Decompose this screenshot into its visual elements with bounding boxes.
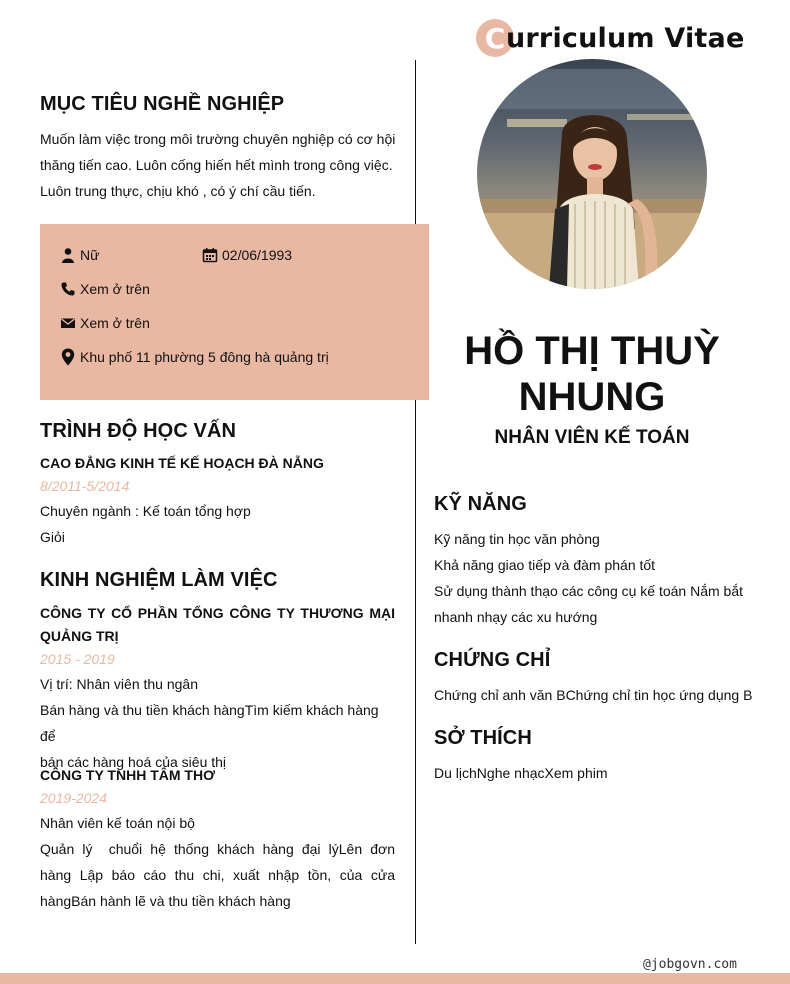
person-icon [60, 247, 76, 263]
education-school: CAO ĐẲNG KINH TẾ KẾ HOẠCH ĐÀ NẴNG [40, 455, 324, 471]
skills-heading: KỸ NĂNG [434, 493, 527, 515]
job-desc-line: hàng Lập báo cáo thu chi, xuất nhập tồn, của cửa [40, 867, 395, 883]
job-desc-line: bán các hàng hoá của siêu thị [40, 754, 227, 770]
objective-line: thăng tiến cao. Luôn cống hiến hết mình trong công việc. [40, 157, 393, 173]
contact-phone [60, 281, 150, 297]
watermark: @jobgovn.com [643, 957, 737, 972]
education-major: Chuyên ngành : Kế toán tổng hợp [40, 503, 251, 519]
job-title: NHÂN VIÊN KẾ TOÁN [494, 427, 690, 448]
objective-line: Muốn làm việc trong môi trường chuyên nghiệp có cơ hội [40, 131, 396, 147]
skills-list [434, 526, 764, 630]
skill-item: Sử dụng thành thạo các công cụ kế toán Nắm bắt [434, 583, 744, 599]
objective-text [40, 126, 410, 204]
education-grade: Giỏi [40, 529, 65, 545]
certificates-text: Chứng chỉ anh văn BChứng chỉ tin học ứng dụng B [434, 687, 753, 703]
contact-gender [60, 247, 99, 263]
job-company-line2: QUẢNG TRỊ [40, 628, 119, 644]
job-position: Nhân viên kế toán nội bộ [40, 815, 195, 831]
phone-value: Xem ở trên [80, 281, 150, 297]
phone-icon [60, 281, 76, 297]
gender-value: Nữ [80, 247, 100, 263]
address-value: Khu phố 11 phường 5 đông hà quảng trị [80, 349, 329, 365]
logo-c-circle: C [476, 19, 514, 57]
birthday-value: 02/06/1993 [222, 247, 293, 263]
skill-item: nhanh nhạy các xu hướng [434, 609, 598, 625]
job-desc-line: hàngBán hành lẽ và thu tiền khách hàng [40, 893, 291, 909]
name-line: HỒ THỊ THUỲ [464, 329, 720, 373]
logo-text: urriculum Vitae [506, 22, 745, 54]
skill-item: Khả năng giao tiếp và đàm phán tốt [434, 557, 656, 573]
calendar-icon [202, 247, 218, 263]
hobbies-heading: SỞ THÍCH [434, 727, 532, 749]
map-pin-icon [60, 348, 76, 366]
portrait-image [477, 59, 707, 289]
experience-heading: KINH NGHIỆM LÀM VIỆC [40, 569, 278, 591]
cv-logo [476, 17, 744, 59]
column-divider [415, 60, 416, 944]
job-desc-line: Quản lý chuổi hệ thống khách hàng đại lýLên đơn [40, 841, 395, 857]
education-heading: TRÌNH ĐỘ HỌC VẤN [40, 420, 237, 442]
contact-box [40, 224, 429, 400]
job-description [40, 836, 395, 914]
objective-heading: MỤC TIÊU NGHỀ NGHIỆP [40, 93, 285, 115]
hobbies-text: Du lịchNghe nhạcXem phim [434, 765, 608, 781]
envelope-icon [60, 315, 76, 331]
job-description [40, 697, 395, 775]
email-value: Xem ở trên [80, 315, 150, 331]
contact-birthday [202, 247, 292, 263]
skill-item: Kỹ năng tin học văn phòng [434, 531, 600, 547]
contact-email [60, 315, 150, 331]
job-position: Vị trí: Nhân viên thu ngân [40, 676, 198, 692]
candidate-name [430, 328, 754, 420]
certificates-heading: CHỨNG CHỈ [434, 649, 551, 671]
name-line: NHUNG [518, 375, 666, 419]
profile-photo [477, 59, 707, 289]
job-date: 2015 - 2019 [40, 651, 115, 667]
job-company: CÔNG TY CỔ PHẦN TỔNG CÔNG TY THƯƠNG MẠI [40, 605, 395, 621]
job-company: CÔNG TY TNHH TÂM THƠ [40, 767, 216, 783]
objective-line: Luôn trung thực, chịu khó , có ý chí cầu tiến. [40, 183, 316, 199]
job-desc-line: Bán hàng và thu tiền khách hàngTìm kiếm khách hàng để [40, 702, 379, 744]
education-date: 8/2011-5/2014 [40, 478, 130, 494]
job-date: 2019-2024 [40, 790, 107, 806]
footer-bar [0, 973, 790, 984]
contact-address [60, 348, 329, 366]
